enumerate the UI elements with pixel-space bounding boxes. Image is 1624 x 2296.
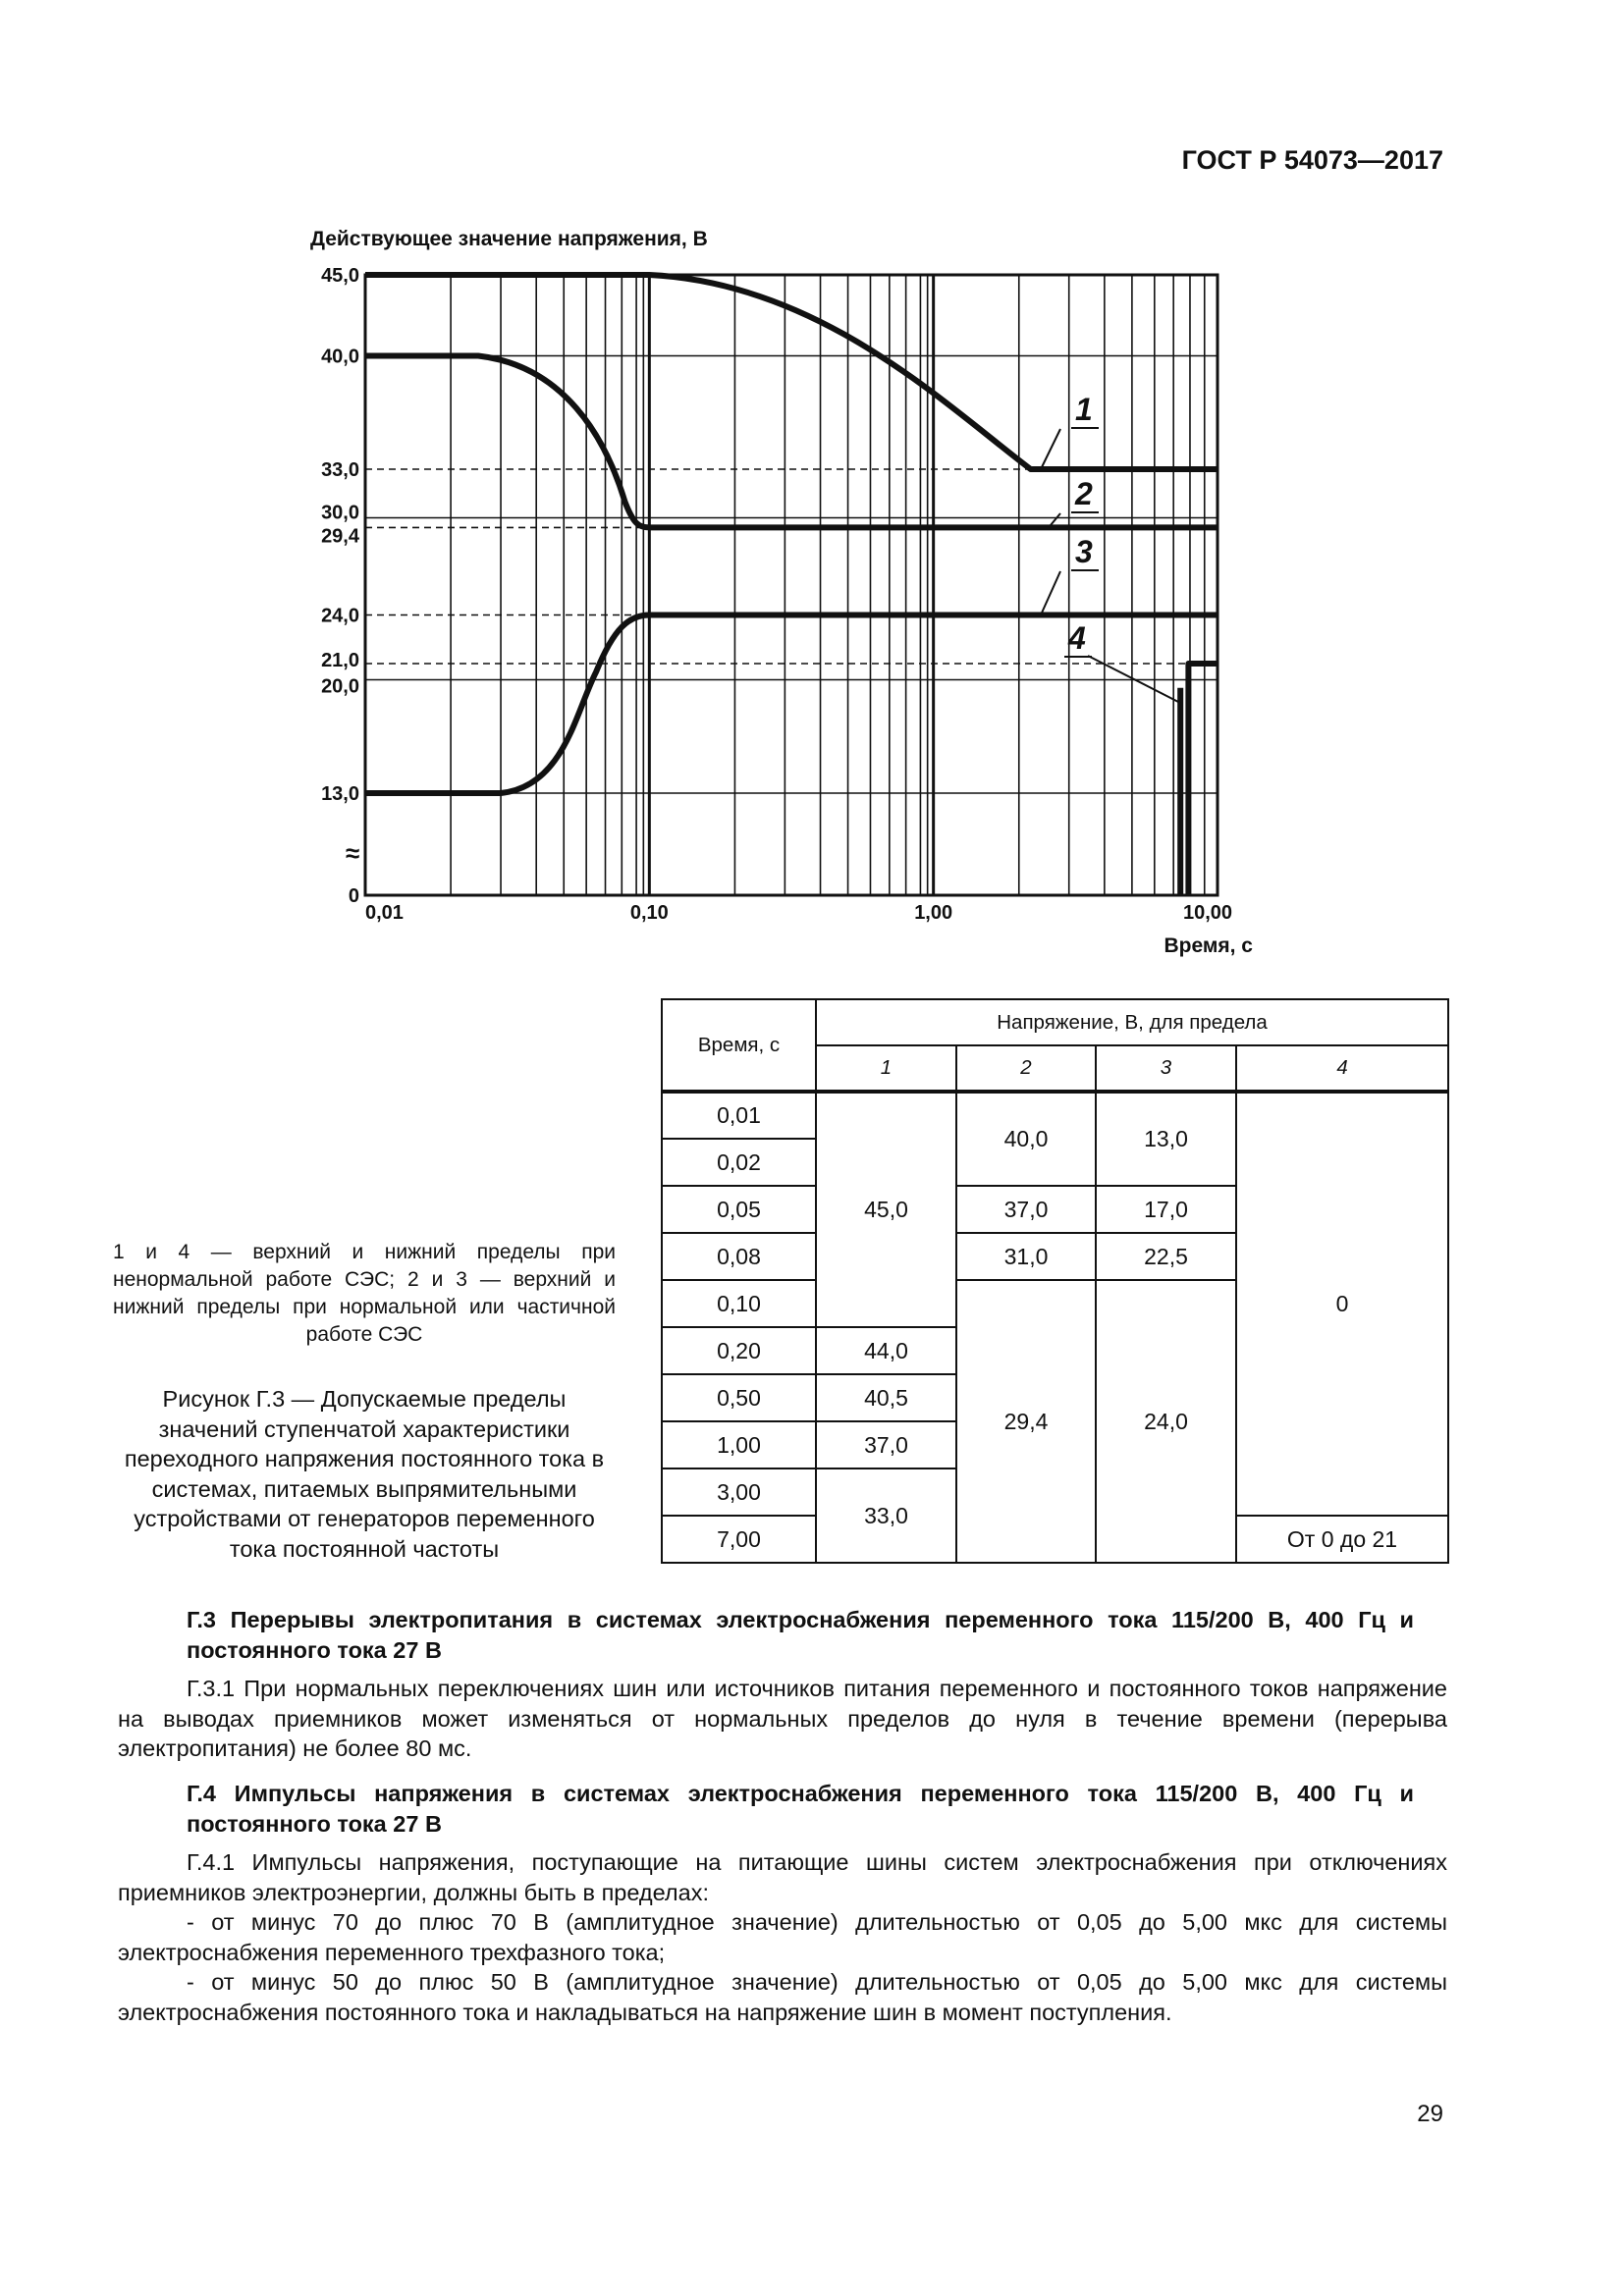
table-row xyxy=(662,1092,1448,1139)
section-g3-title: Г.3 Перерывы электропитания в системах электроснабжения переменного тока 115/200 В, 400 Гц и постоянного тока 27 В xyxy=(187,1607,1414,1663)
limit1-cell: 40,5 xyxy=(816,1374,956,1421)
limit2-cell: 29,4 xyxy=(956,1280,1096,1563)
x-tick-label: 1,00 xyxy=(914,902,953,924)
limit1-cell: 33,0 xyxy=(816,1468,956,1563)
curve-label-3: 3 xyxy=(1075,534,1093,569)
limit3-cell: 13,0 xyxy=(1096,1092,1236,1186)
limit-curve-1 xyxy=(365,275,1218,469)
limit1-cell: 45,0 xyxy=(816,1092,956,1327)
table-header-time: Время, с xyxy=(662,999,816,1092)
time-cell: 0,50 xyxy=(662,1374,816,1421)
y-tick-label: 29,4 xyxy=(321,525,359,548)
bullet-item-2: - от минус 50 до плюс 50 В (амплитудное значение) длительностью от 0,05 до 5,00 мкс для системы электроснабжения постоянного тока и накладываться на напряжение шин в момент поступления. xyxy=(118,1969,1447,2025)
y-tick-label: 24,0 xyxy=(321,605,359,627)
limit4-cell: 0 xyxy=(1236,1092,1448,1516)
page-number: 29 xyxy=(1417,2101,1443,2127)
limit2-cell: 40,0 xyxy=(956,1092,1096,1186)
chart-x-axis-label: Время, с xyxy=(1164,934,1253,957)
curve-label-2: 2 xyxy=(1075,476,1093,511)
limit2-cell: 31,0 xyxy=(956,1233,1096,1280)
y-tick-label: 33,0 xyxy=(321,459,359,481)
y-tick-label: 0 xyxy=(348,885,359,907)
time-cell: 3,00 xyxy=(662,1468,816,1516)
time-cell: 7,00 xyxy=(662,1516,816,1563)
time-cell: 0,20 xyxy=(662,1327,816,1374)
axis-break-symbol: ≈ xyxy=(346,838,360,868)
limit3-cell: 22,5 xyxy=(1096,1233,1236,1280)
table-header-limit-3: 3 xyxy=(1096,1045,1236,1092)
chart-curves xyxy=(365,275,1218,895)
paragraph-g31: Г.3.1 При нормальных переключениях шин или источников питания переменного и постоянного токов напряжение на выводах приемников может изменяться от нормальных пределов до нуля в течение времени (перерыва электропитания) не более 80 мс. xyxy=(118,1676,1447,1761)
y-tick-label: 30,0 xyxy=(321,502,359,524)
time-cell: 0,10 xyxy=(662,1280,816,1327)
curve-label-leader xyxy=(1041,571,1060,615)
limit4-cell: От 0 до 21 xyxy=(1236,1516,1448,1563)
document-header: ГОСТ Р 54073—2017 xyxy=(1181,145,1443,175)
paragraph-g41: Г.4.1 Импульсы напряжения, поступающие на питающие шины систем электроснабжения при отключениях приемников электроэнергии, должны быть в пределах: xyxy=(118,1849,1447,1905)
table-header-limit-1: 1 xyxy=(816,1045,956,1092)
y-tick-label: 40,0 xyxy=(321,346,359,368)
limit-curve-4 xyxy=(1180,664,1218,895)
table-header-voltage-group: Напряжение, В, для предела xyxy=(816,999,1448,1045)
limit3-cell: 17,0 xyxy=(1096,1186,1236,1233)
y-tick-label: 13,0 xyxy=(321,783,359,805)
time-cell: 0,01 xyxy=(662,1092,816,1139)
table-header-limit-2: 2 xyxy=(956,1045,1096,1092)
section-g4-title: Г.4 Импульсы напряжения в системах электроснабжения переменного тока 115/200 В, 400 Гц и постоянного тока 27 В xyxy=(187,1781,1414,1837)
figure-caption: Рисунок Г.3 — Допускаемые пределы значений ступенчатой характеристики переходного напряжения постоянного тока в системах, питаемых выпрямительными устройствами от генераторов переменного тока постоянной частоты xyxy=(124,1386,605,1562)
time-cell: 0,05 xyxy=(662,1186,816,1233)
curve-label-leader xyxy=(1041,429,1060,469)
voltage-limits-table xyxy=(661,998,1449,1564)
x-tick-label: 10,00 xyxy=(1182,902,1233,924)
time-cell: 1,00 xyxy=(662,1421,816,1468)
limit-curve-3 xyxy=(365,615,1218,794)
bullet-item-1: - от минус 70 до плюс 70 В (амплитудное значение) длительностью от 0,05 до 5,00 мкс для системы электроснабжения переменного трехфазного тока; xyxy=(118,1909,1447,1965)
time-cell: 0,02 xyxy=(662,1139,816,1186)
time-cell: 0,08 xyxy=(662,1233,816,1280)
voltage-limits-chart xyxy=(295,224,1276,970)
y-tick-label: 20,0 xyxy=(321,675,359,698)
chart-grid xyxy=(365,275,1218,895)
x-tick-label: 0,10 xyxy=(629,902,669,924)
chart-frame xyxy=(365,275,1218,895)
curve-label-4: 4 xyxy=(1068,620,1086,656)
limit1-cell: 44,0 xyxy=(816,1327,956,1374)
limit3-cell: 24,0 xyxy=(1096,1280,1236,1563)
limit2-cell: 37,0 xyxy=(956,1186,1096,1233)
y-tick-label: 45,0 xyxy=(321,265,359,287)
chart-y-axis-label: Действующее значение напряжения, В xyxy=(310,228,708,250)
y-tick-label: 21,0 xyxy=(321,650,359,671)
curve-label-1: 1 xyxy=(1075,392,1093,427)
voltage-limits-table-container xyxy=(661,998,1447,1569)
chart-curve-labels xyxy=(1041,392,1180,703)
chart-tick-labels xyxy=(321,265,1232,924)
figure-legend: 1 и 4 — верхний и нижний пределы при ненормальной работе СЭС; 2 и 3 — верхний и нижний пределы при нормальной или частичной работе СЭС xyxy=(113,1241,616,1346)
limit1-cell: 37,0 xyxy=(816,1421,956,1468)
table-header-limit-4: 4 xyxy=(1236,1045,1448,1092)
x-tick-label: 0,01 xyxy=(365,902,404,924)
